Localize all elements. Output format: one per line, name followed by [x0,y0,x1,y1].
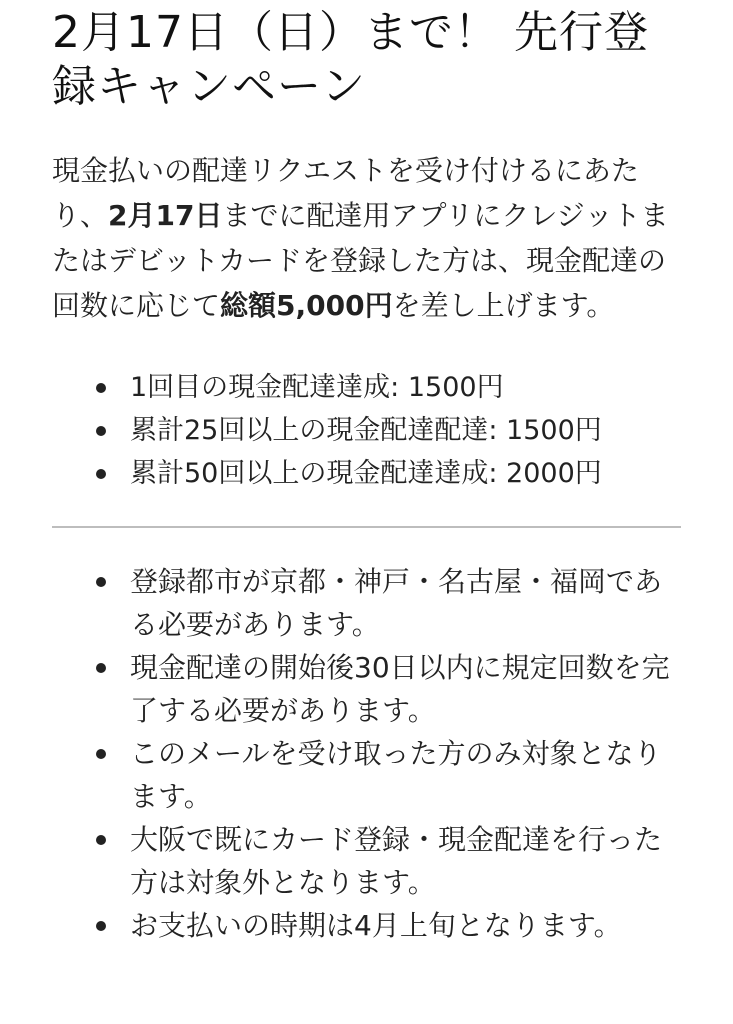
section-divider [52,526,681,528]
deadline-date: 2月17日 [108,199,223,232]
reward-item: 1回目の現金配達達成: 1500円 [130,366,681,409]
campaign-intro [52,148,681,328]
condition-item: お支払いの時期は4月上旬となります。 [130,904,681,947]
intro-text-3: を差し上げます。 [392,289,615,322]
intro-text-2: までに配達用アプリにクレジットまたはデビットカードを登録した方は、現金配達の回数に応じて [52,199,669,322]
condition-item: 登録都市が京都・神戸・名古屋・福岡である必要があります。 [130,560,681,646]
intro-text-1: 現金払いの配達リクエストを受け付けるにあたり、 [52,154,639,232]
reward-item: 累計50回以上の現金配達達成: 2000円 [130,452,681,495]
reward-list [52,366,681,495]
condition-item: 現金配達の開始後30日以内に規定回数を完了する必要があります。 [130,646,681,732]
total-amount: 総額5,000円 [220,289,393,322]
conditions-list [52,560,681,947]
campaign-title: 2月17日（日）まで！ 先行登録キャンペーン [52,7,649,112]
reward-item: 累計25回以上の現金配達配達: 1500円 [130,409,681,452]
condition-item: このメールを受け取った方のみ対象となります。 [130,732,681,818]
condition-item: 大阪で既にカード登録・現金配達を行った方は対象外となります。 [130,818,681,904]
